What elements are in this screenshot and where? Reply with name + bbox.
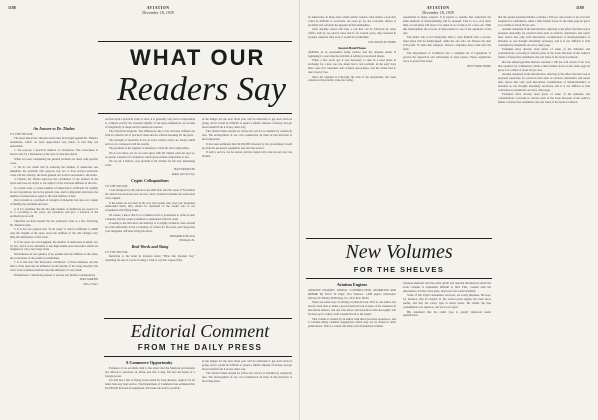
volumes-subtitle: FOR THE SHELVES (353, 265, 445, 274)
letter-signature-location: Pittsburgh, Pa. (179, 238, 195, 242)
paragraph: The United States should act before the service is handled by somebody else. The development of our own commercial air lines in this direction is most important. (202, 371, 292, 384)
paragraph: In certain cases a certain number of unknowns is sufficient for rigidity in our calculations, but in the general case, and for important structures, the number of unknowns is equal to the total number of bars. (10, 185, 98, 198)
editorial-subtitle: FROM THE DAILY PRESS (137, 343, 263, 352)
paragraph: It is felt that a line of flying boats, tested for long distance, ought to be far better than any land service. The Department of Commerce has estimated that $2,500,000 invested in equipment will make the service possible. (105, 378, 195, 391)
volumes-column-1 (308, 289, 396, 417)
paragraph: 7. It is true that "the theoretical conditions" of these methods, and the effect of the spars has an influence on the rigidity of the wing structure; the static load conditions indicate that this influence is very small. (10, 260, 98, 273)
paragraph: Nevertheless in our opinion, if we assume that the stiffness is the same, the correctness of the results is established. (10, 251, 98, 260)
paragraph: When a few years ago it was necessary to take in a used plane in exchange for a new one, the dealer had a real problem. In the early days there were few customers who wanted used planes, and the dealer had to take a heavy loss. (308, 58, 396, 75)
page-number: 1188 (8, 5, 16, 10)
review-column-3 (498, 16, 590, 416)
paragraph: 4. If it is assumed that the ribs (the number of members) are equal to 6 or 7, according to the cases, our equations will give a solution of the problem just as well. (10, 206, 98, 219)
running-title: AVIATION December 18, 1939 (422, 5, 454, 15)
salutation: TO THE EDITOR: (105, 184, 129, 188)
paragraph: in the budget for the next fiscal year will be sufficient to get such services going, and it would be difficult to spend a similar amount of money and get more benefit from it in any other way. (202, 360, 292, 371)
letter-heading: Real Words and Slang (131, 244, 169, 250)
banner-top-rule (98, 41, 292, 42)
paragraph: Examples have already been given of some of the mistakes and contradictions occurring in various parts of the book. Because of the author's failure of many fine statements, the real value of the book is reduced. (498, 47, 590, 60)
editorial-top-rule (104, 318, 292, 319)
letters-column-1 (10, 124, 98, 414)
banner-title: WHAT OUR (130, 45, 266, 70)
editorial-section-heading: A Commerce Opportunity (125, 360, 173, 365)
paragraph: Referring to the letter in Aviation under "What Our Readers Say," regarding the use of words of slang, I wish to say that I agree fully. (105, 254, 195, 263)
paragraph: that the annual gasoline mixture contains a 100 per cent excess of air over that required for combustion, while a little further down on the same page he gives it as a limit of about 50 per cent. (498, 59, 590, 72)
paragraph: Examples have already been given of some of the mistakes and contradictions occurring in various parts of the book. Because of the author's failure of many fine statements, the real value of the book is reduced. (498, 92, 590, 104)
letters-column-2 (105, 118, 195, 316)
volumes-bottom-rule (306, 278, 492, 279)
book-info: AVIATION ENGINES: DESIGN, CONSTRUCTION, OPERATION AND REPAIR. By Victor W. Pagé. Two Volumes. 1,068 pages; illustrated. Norman W. Henley Publishing Co., New York. $6.00. (308, 289, 396, 300)
letter-heading: An Answer to Dr. Thalen (33, 126, 75, 131)
letter-signature-location: Rubber Aircraft Corp. (172, 172, 195, 176)
paragraph: out that from a practical point of view, it is generally very hard or impossible to compare exactly the torsional rigidity of the spars themselves on account of irregularity of shape and for numerous reasons. (105, 118, 195, 129)
paragraph: It seems to me that since the industry is so highly technical, there should be some uniformity in the vocabulary of writers for the trade, and I hope that your magazine will help bring this about. (105, 221, 195, 234)
paragraph: The United States should act before the service is handled by somebody else. The development of our own commercial air lines in this direction is most important. (202, 129, 292, 142)
editorial-right-column-1 (308, 16, 396, 236)
paragraph: Since the airplane is following the trail of the automobile, the same solution will probably come into being. (308, 74, 396, 83)
letter-signature: JEAN MARTIN (79, 278, 98, 282)
banner-subtitle: Readers Say (117, 71, 287, 108)
paragraph: Therefore we have treated the two particular cases as a test, following Dr. Thalen's letter. (10, 218, 98, 227)
paragraph: 3. Further, Dr. Thalen approves the calculation of the stresses in the spars and does not object to our neglect of the torsional stiffness of the ribs. (10, 177, 98, 186)
letter-signature: JEAN FRANCOIS (173, 168, 195, 172)
paragraph: 2. We do not doubt that in reducing the number of unknowns one simplifies the problem. Our purpose was not to treat several particular cases. On the contrary, the more general our work in aeronautics, the better. (10, 165, 98, 177)
paragraph: The Department of Commerce has a complete set of regulations to govern the inspection and relicensing of used planes. These regulations serve to protect the buyer. (403, 51, 491, 64)
paragraph: If the terms are not used in the way that people who read your magazine understand them, they should be explained to the reader who is not acquainted with flying terms. (105, 200, 195, 213)
paragraph: While we were considering the general problem, he deals with specific cases. (10, 156, 98, 165)
paragraph: The problem of the engineer is therefore to find the best compromise. (109, 146, 190, 151)
right-page (300, 0, 598, 420)
volumes-top-rule (306, 238, 492, 239)
paragraph: in the budget for the next fiscal year will be sufficient to get such services going, and it would be difficult to spend a similar amount of money and get more benefit from it in any other way. (202, 118, 292, 129)
salutation: TO THE EDITOR: (10, 132, 34, 136)
editorial-heading: Second-Hand Planes (337, 45, 367, 50)
paragraph: Furthermore, I should be pleased to receive any further considerations. (14, 272, 96, 277)
letter-signature: HOWARD P. BLACK (169, 234, 195, 238)
paragraph: If such a service can be started, private capital will come in and carry the burden. (202, 150, 292, 158)
paragraph: Another statement in the introduction, referring to the effect that the book is prepared especially for practical men such as aviators, mechanics and repair men, shows that only such theoretical consideration of thermodynamics is included as was thought absolutely necessary, and it is not difficult to find contradictory statements on every other page. (498, 72, 590, 92)
page-number: 1189 (576, 5, 584, 10)
letter-heading: Cryptic Colloquialisms (131, 178, 169, 184)
paragraph: I was intrigued by the article in the 20th Year Air Fair issue of November 20, which was about the new air race, and I wondered whether the terms used were original. (105, 188, 195, 201)
paragraph: The dealer who is not financially able to carry himself with a second-hand plane will be handicapped, while the one who can finance the deal will profit. To meet this situation, finance companies have come into the field. (403, 35, 491, 51)
letters-column-3 (202, 118, 292, 316)
paragraph: The Structural Analysis. The differences due to the torsional stiffness are both too small to be of practical value and are without meaning for the spars. (105, 129, 195, 138)
source-signature: LOS ANGELES TIMES (368, 40, 396, 44)
paragraph: His statement that the radial type is greatly improved needs qualification. (403, 309, 491, 318)
paragraph: automobile in many respects. It is logical to assume that somewhat the same methods of merchandising will be pursued. That is, in a very short time, an old plane will have to be taken in as a trade-in on a new one. With this development the process of depreciation is one of the questions of the day. (403, 16, 491, 35)
volumes-title: New Volumes (345, 241, 453, 263)
editorial-title: Editorial Comment (130, 321, 270, 341)
editorial-right-column-2 (403, 16, 491, 236)
paragraph: by Americans, in these areas. Other public opinion often strikes a note that could be difficult to overcome. As years go by, the economic impact is probably and certainly the greatest in this hemisphere. (308, 16, 396, 27)
paragraph: The most important criticism which may be brought against Dr. Thalen's statements, which we have appreciated very much, is that they are unfounded. (10, 136, 98, 148)
paragraph: We are all, I believe, very grateful to Dr. Thalen for his very interesting work. (105, 159, 195, 167)
volumes-column-2 (403, 282, 491, 417)
salutation: TO THE EDITOR: (105, 250, 129, 254)
banner-bottom-rule (98, 113, 292, 114)
editorial-bottom-rule (104, 356, 292, 357)
paragraph: 5. It is not our opinion that "in all cases" it will be sufficient to admit only the lengths of the spars, since the stiffness of the ribs changes very little the distribution of the loads. (10, 227, 98, 240)
editorial-column-2 (202, 360, 292, 417)
paragraph: treasures material, and the really useful and relevant information which the book contains is sometimes difficult to find. This, coupled with the disposition of some of the parts, may leave the reader doubtful. (403, 282, 491, 293)
running-title: AVIATION December 18, 1939 (142, 5, 174, 15)
paragraph: that the annual gasoline mixture contains a 100 per cent excess of air over that required for combustion, while a little further down on the same page he gives it as a limit of about 50 per cent. (498, 16, 590, 27)
paragraph: AMONG us in aeronautics many believe that the airplane dealer is beginning to overcome the problem of selling second-hand planes. (308, 49, 396, 58)
source-signature: NEW YORK TIMES (467, 64, 491, 68)
paragraph: There are some ways of writing a technical book. That is, one author has always been able to make a good practical book in spite of his weakness in theoretical matters, and one who knows the theoretical side thoroughly will be more apt to bring a well-rounded book to the reader. (308, 300, 396, 317)
paragraph: We do not share, nor do we even agree with Dr. Thalen when he says so; we prefer a method of calculation which gives results comparable to test. (105, 150, 195, 159)
editorial-column-1 (105, 367, 195, 417)
paragraph: Our problem is a problem of strength of materials but does not consist of finding the optimum structure. (10, 198, 98, 207)
letter-signature-location: Paris, France (83, 282, 98, 286)
paragraph: Another statement in the introduction, referring to the effect that the book is prepared especially for practical men such as aviators, mechanics and repair men, shows that only such theoretical consideration of thermodynamics is included as was thought absolutely necessary, and it is not difficult to find contradictory statements on every other page. (498, 27, 590, 47)
paragraph: It has been estimated that $2,500,000 invested by the government would provide the necessary equipment and start the service. (202, 141, 292, 150)
paragraph: Of course, I know that it is a common trick of journalists to write in such a manner, but the reader is entitled to understand what he reads. (105, 212, 195, 221)
paragraph: Some of Mr. Pagé's statements, however, are really mistakes. He says, for instance, that in Chapter II, the water-cooled engine has been more useful, and that the rotary type is much better. He claims the fuel consumption was superior, and we do not agree. (403, 293, 491, 310)
paragraph: 1. We propose a practical method of calculation. The correctness is shown only by a discussion on the type of structure tested. (10, 148, 98, 157)
volumes-section-heading: Aviation Engines (336, 282, 368, 287)
paragraph: Evidence of an excellent item to the effect that the Mexican government has offered to purchase an airline and that it may fall into the hands of a foreign power. (105, 367, 195, 378)
paragraph: 6. If the spars are overweighted, the number of unknowns is small, two by two, and it is not advisable to use high-tensile-steel structures which are designed to carry very large loads. (10, 239, 98, 252)
paragraph: Such airplane routes will bear a toll that can be followed by other traffic, both by sea and by land, and if, for several years, they returned in revenue whatever they took, it would be worthwhile. (308, 27, 396, 40)
paragraph: The strength of materials is not an exact science; there are always small errors to be compared with the results. (105, 137, 195, 146)
paragraph: This volume is written by an author with much practical experience, and it contains many valuable suggestions which may not be found in other publications. This is a sound and fairly well documented volume. (308, 316, 396, 329)
